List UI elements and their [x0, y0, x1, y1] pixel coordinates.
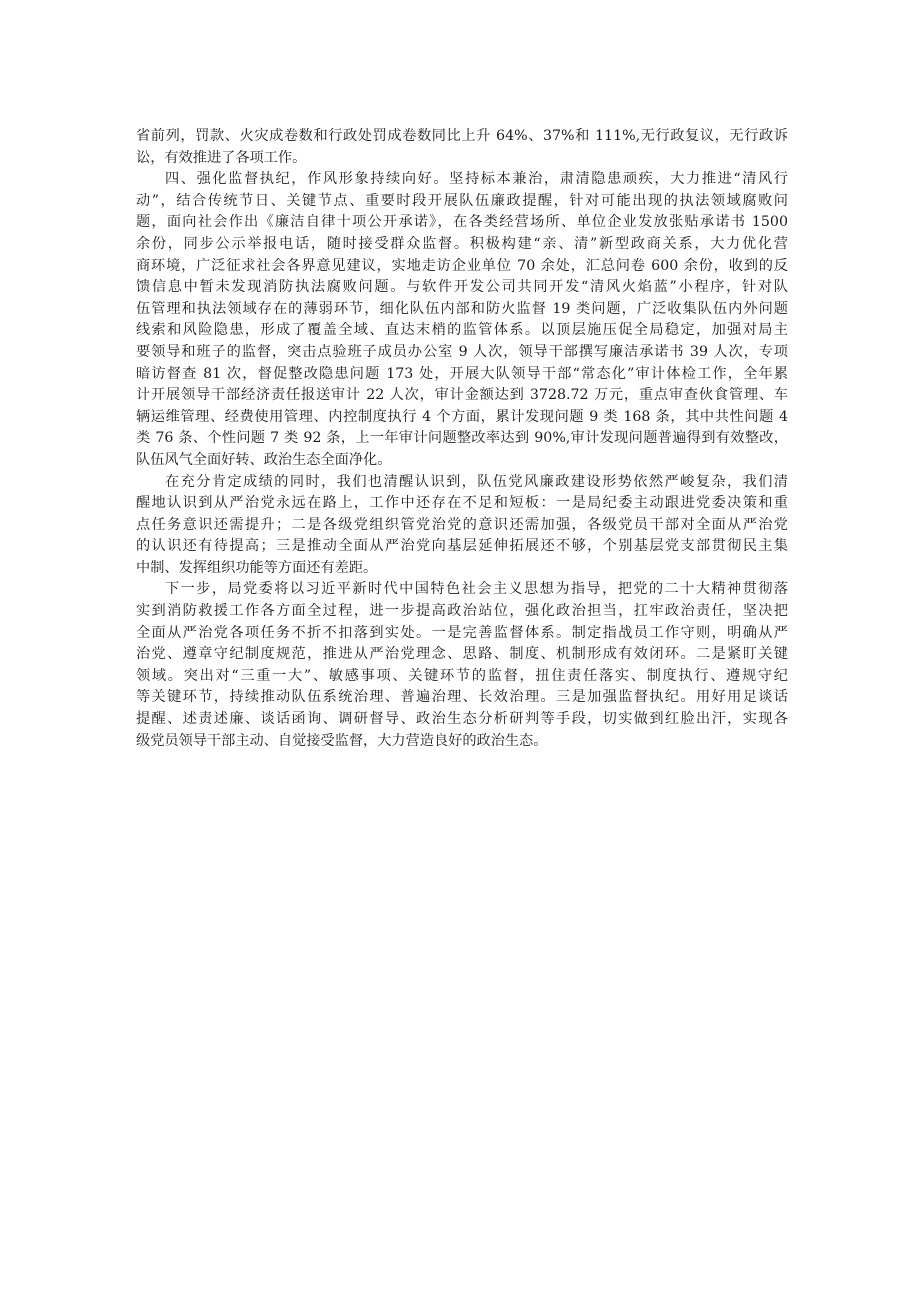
- text-line: 省前列，罚款、火灾成卷数和行政处罚成卷数同比上升 64%、37%和 111%,无行政复议，无行政诉: [136, 128, 788, 144]
- text-line: 等关键环节，持续推动队伍系统治理、普遍治理、长效治理。三是加强监督执纪。用好用足谈话: [136, 689, 788, 706]
- text-line: 要领导和班子的监督，突击点验班子成员办公室 9 人次，领导干部撰写廉洁承诺书 39 人次，专项: [136, 343, 788, 360]
- text-line: 暗访督查 81 次，督促整改隐患问题 173 处，开展大队领导干部“常态化”审计体检工作，全年累: [136, 365, 788, 382]
- text-line: 动”，结合传统节日、关键节点、重要时段开展队伍廉政提醒，针对可能出现的执法领域腐败问: [136, 192, 788, 209]
- text-line: 辆运维管理、经费使用管理、内控制度执行 4 个方面，累计发现问题 9 类 168 条，其中共性问题 4: [136, 408, 788, 425]
- text-line: 实到消防救援工作各方面全过程，进一步提高政治站位，强化政治担当，扛牢政治责任，坚决把: [136, 603, 788, 620]
- paragraph-section-four: [136, 169, 788, 471]
- text-line: 计开展领导干部经济责任报送审计 22 人次，审计金额达到 3728.72 万元，重点审查伙食管理、车: [136, 387, 788, 404]
- text-line: 商环境，广泛征求社会各界意见建议，实地走访企业单位 70 余处，汇总问卷 600 余份，收到的反: [136, 257, 788, 274]
- text-line: 治党、遵章守纪制度规范，推进从严治党理念、思路、制度、机制形成有效闭环。二是紧盯关键: [136, 646, 788, 663]
- text-line: 馈信息中暂未发现消防执法腐败问题。与软件开发公司共同开发“清风火焰蓝”小程序，针对队: [136, 279, 788, 296]
- text-line: 余份，同步公示举报电话，随时接受群众监督。积极构建“亲、清”新型政商关系，大力优化营: [136, 235, 788, 252]
- text-line: 四、强化监督执纪，作风形象持续向好。坚持标本兼治，肃清隐患顽疾，大力推进“清风行: [165, 171, 788, 188]
- text-line: 的认识还有待提高；三是推动全面从严治党向基层延伸拓展还不够，个别基层党支部贯彻民主集: [136, 538, 788, 555]
- text-line: 醒地认识到从严治党永远在路上，工作中还存在不足和短板：一是局纪委主动跟进党委决策和重: [136, 495, 788, 512]
- paragraph-continuation: [136, 126, 788, 169]
- text-line: 点任务意识还需提升；二是各级党组织管党治党的意识还需加强，各级党员干部对全面从严治党: [136, 516, 788, 533]
- text-line: 线索和风险隐患，形成了覆盖全域、直达末梢的监管体系。以顶层施压促全局稳定，加强对局主: [136, 322, 788, 339]
- document-page: [136, 126, 788, 752]
- text-line: 全面从严治党各项任务不折不扣落到实处。一是完善监督体系。制定指战员工作守则，明确从严: [136, 624, 788, 641]
- text-line: 伍管理和执法领域存在的薄弱环节，细化队伍内部和防火监督 19 类问题，广泛收集队伍内外问题: [136, 300, 788, 317]
- text-line: 队伍风气全面好转、政治生态全面净化。: [136, 451, 392, 468]
- text-line: 在充分肯定成绩的同时，我们也清醒认识到，队伍党风廉政建设形势依然严峻复杂，我们清: [165, 473, 788, 490]
- paragraph-next-steps: [136, 579, 788, 752]
- text-line: 讼，有效推进了各项工作。: [136, 149, 307, 166]
- text-line: 类 76 条、个性问题 7 类 92 条，上一年审计问题整改率达到 90%,审计发现问题普遍得到有效整改，: [136, 430, 788, 447]
- paragraph-shortcomings: [136, 472, 788, 580]
- text-line: 提醒、述责述廉、谈话函询、调研督导、政治生态分析研判等手段，切实做到红脸出汗，实现各: [136, 711, 788, 728]
- text-line: 级党员领导干部主动、自觉接受监督，大力营造良好的政治生态。: [136, 732, 548, 749]
- text-line: 领域。突出对“三重一大”、敏感事项、关键环节的监督，扭住责任落实、制度执行、遵规守纪: [136, 667, 788, 684]
- text-line: 下一步，局党委将以习近平新时代中国特色社会主义思想为指导，把党的二十大精神贯彻落: [165, 581, 788, 598]
- text-line: 中制、发挥组织功能等方面还有差距。: [136, 559, 378, 576]
- text-line: 题，面向社会作出《廉洁自律十项公开承诺》，在各类经营场所、单位企业发放张贴承诺书 1500: [136, 214, 788, 231]
